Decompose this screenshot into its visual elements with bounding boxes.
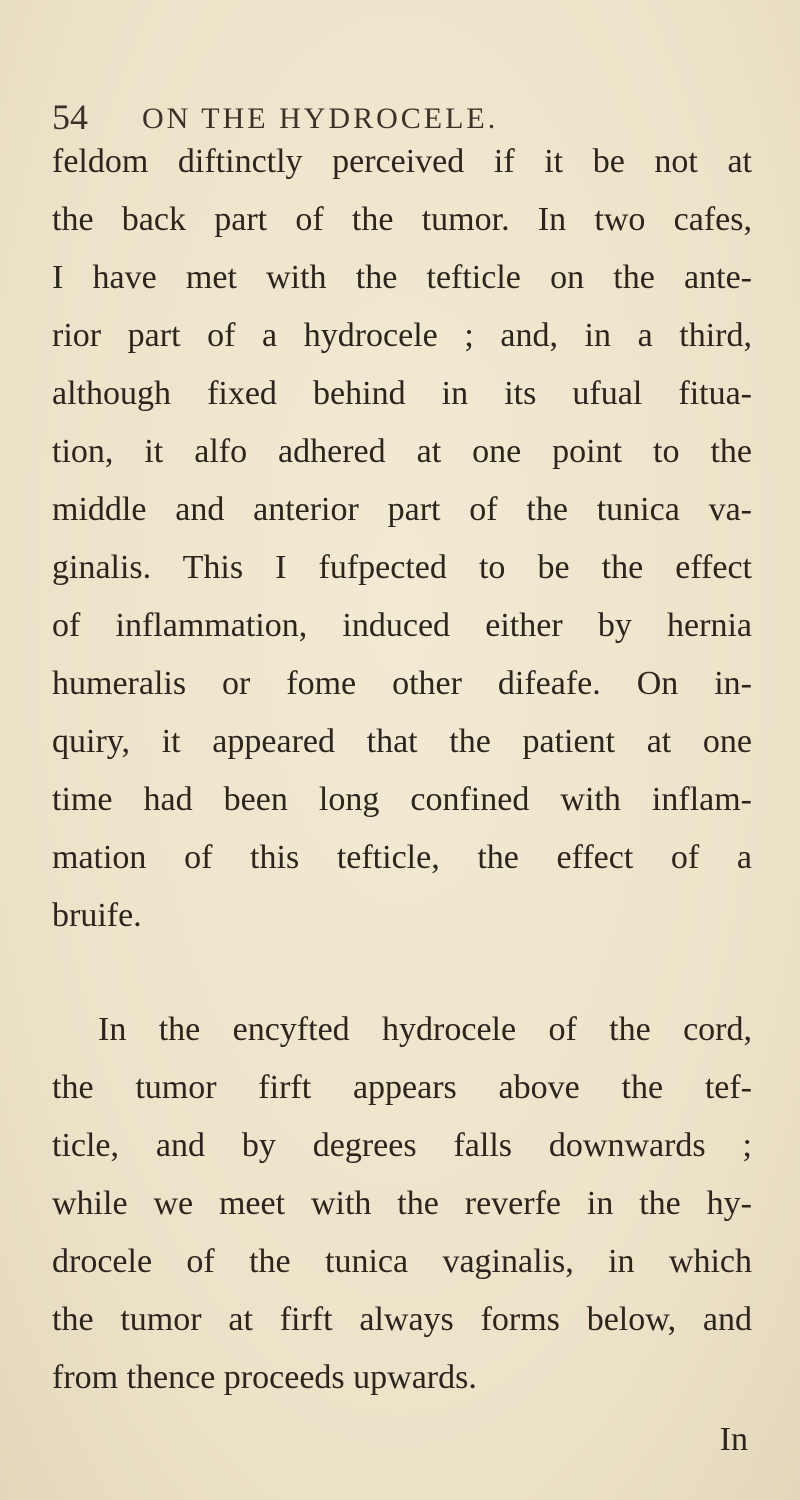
catchword: In	[719, 1421, 748, 1458]
text-line: of inflammation, induced either by hernia	[52, 607, 752, 644]
text-line: time had been long confined with inflam-	[52, 781, 752, 818]
text-line: mation of this tefticle, the effect of a	[52, 839, 752, 876]
text-line: the tumor at firft always forms below, and	[52, 1301, 752, 1338]
text-line: humeralis or fome other difeafe. On in-	[52, 665, 752, 702]
text-line: the tumor firft appears above the tef-	[52, 1069, 752, 1106]
text-line: drocele of the tunica vaginalis, in which	[52, 1243, 752, 1280]
paragraph-gap	[52, 945, 752, 1001]
text-line: bruife.	[52, 897, 142, 934]
text-line: ticle, and by degrees falls downwards ;	[52, 1127, 752, 1164]
text-line: while we meet with the reverfe in the hy-	[52, 1185, 752, 1222]
text-line: I have met with the tefticle on the ante-	[52, 259, 752, 296]
text-line: rior part of a hydrocele ; and, in a third,	[52, 317, 752, 354]
text-line: although fixed behind in its ufual fitua-	[52, 375, 752, 412]
text-line: In the encyfted hydrocele of the cord,	[98, 1011, 752, 1048]
text-line: the back part of the tumor. In two cafes,	[52, 201, 752, 238]
paragraph-1	[52, 133, 752, 945]
text-line: ginalis. This I fufpected to be the effect	[52, 549, 752, 586]
text-line: tion, it alfo adhered at one point to the	[52, 433, 752, 470]
page-number: 54	[52, 97, 88, 137]
running-head: ON THE HYDROCELE.	[142, 102, 499, 135]
body-text	[52, 133, 752, 1407]
text-line: quiry, it appeared that the patient at one	[52, 723, 752, 760]
text-line: from thence proceeds upwards.	[52, 1359, 477, 1396]
text-line: middle and anterior part of the tunica va-	[52, 491, 752, 528]
paragraph-2	[52, 1001, 752, 1407]
text-line: feldom diftinctly perceived if it be not at	[52, 143, 752, 180]
